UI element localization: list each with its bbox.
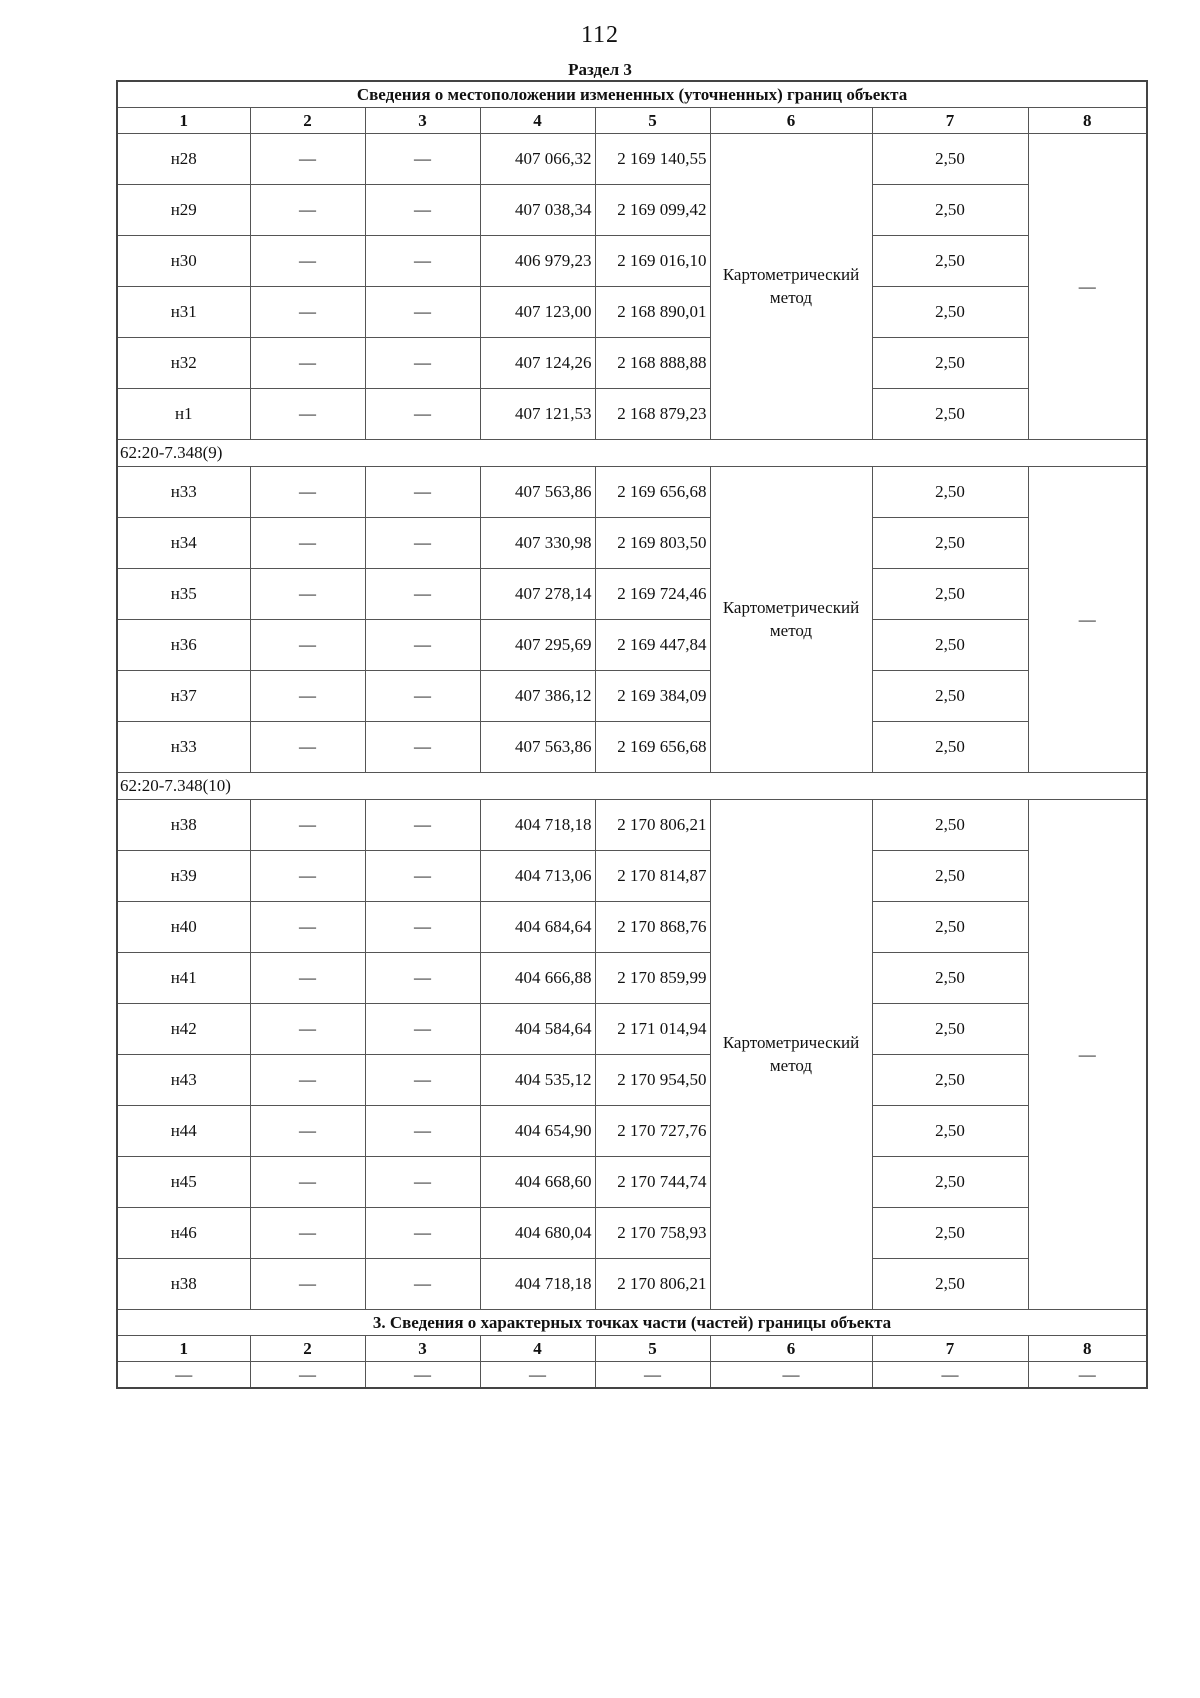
column-header: 2 — [250, 1336, 365, 1362]
dash-cell: — — [365, 1362, 480, 1389]
dash-cell: — — [365, 467, 480, 518]
point-name: н32 — [117, 338, 250, 389]
point-name: н1 — [117, 389, 250, 440]
description-dash: — — [1028, 134, 1147, 440]
dash-cell: — — [365, 518, 480, 569]
dash-cell: — — [250, 1055, 365, 1106]
y-coordinate: 2 170 814,87 — [595, 851, 710, 902]
point-name: н43 — [117, 1055, 250, 1106]
table-row — [117, 389, 1147, 440]
y-coordinate: 2 170 806,21 — [595, 1259, 710, 1310]
dash-cell: — — [595, 1362, 710, 1389]
table-row — [117, 185, 1147, 236]
table-row — [117, 518, 1147, 569]
method-cell — [710, 800, 872, 1310]
table-row — [117, 236, 1147, 287]
parts-title-row — [117, 1310, 1147, 1336]
point-name: н37 — [117, 671, 250, 722]
dash-cell: — — [250, 1106, 365, 1157]
dash-cell: — — [250, 800, 365, 851]
x-coordinate: 404 684,64 — [480, 902, 595, 953]
accuracy-value: 2,50 — [872, 185, 1028, 236]
method-text: Картометрический метод — [722, 1033, 860, 1075]
y-coordinate: 2 170 954,50 — [595, 1055, 710, 1106]
y-coordinate: 2 170 744,74 — [595, 1157, 710, 1208]
dash-cell: — — [365, 185, 480, 236]
y-coordinate: 2 170 727,76 — [595, 1106, 710, 1157]
x-coordinate: 407 563,86 — [480, 722, 595, 773]
table-row — [117, 1208, 1147, 1259]
x-coordinate: 407 278,14 — [480, 569, 595, 620]
x-coordinate: 404 680,04 — [480, 1208, 595, 1259]
x-coordinate: 407 066,32 — [480, 134, 595, 185]
accuracy-value: 2,50 — [872, 1106, 1028, 1157]
dash-cell: — — [250, 518, 365, 569]
dash-cell: — — [365, 671, 480, 722]
dash-cell: — — [365, 134, 480, 185]
column-header: 1 — [117, 1336, 250, 1362]
y-coordinate: 2 169 803,50 — [595, 518, 710, 569]
x-coordinate: 404 535,12 — [480, 1055, 595, 1106]
accuracy-value: 2,50 — [872, 338, 1028, 389]
point-name: н35 — [117, 569, 250, 620]
dash-cell: — — [365, 338, 480, 389]
accuracy-value: 2,50 — [872, 467, 1028, 518]
column-header: 6 — [710, 108, 872, 134]
column-header: 3 — [365, 108, 480, 134]
y-coordinate: 2 170 758,93 — [595, 1208, 710, 1259]
accuracy-value: 2,50 — [872, 1208, 1028, 1259]
table-row — [117, 1259, 1147, 1310]
dash-cell: — — [710, 1362, 872, 1389]
dash-cell: — — [365, 1208, 480, 1259]
point-name: н29 — [117, 185, 250, 236]
table-row — [117, 722, 1147, 773]
method-text: Картометрический метод — [722, 265, 860, 307]
point-name: н31 — [117, 287, 250, 338]
y-coordinate: 2 170 859,99 — [595, 953, 710, 1004]
accuracy-value: 2,50 — [872, 722, 1028, 773]
parts-title: 3. Сведения о характерных точках части (частей) границы объекта — [117, 1310, 1147, 1336]
point-name: н36 — [117, 620, 250, 671]
column-header: 5 — [595, 1336, 710, 1362]
column-header: 2 — [250, 108, 365, 134]
page-number: 112 — [580, 22, 620, 48]
dash-cell: — — [250, 338, 365, 389]
dash-cell: — — [872, 1362, 1028, 1389]
accuracy-value: 2,50 — [872, 134, 1028, 185]
point-name: н46 — [117, 1208, 250, 1259]
accuracy-value: 2,50 — [872, 1004, 1028, 1055]
table-row — [117, 800, 1147, 851]
point-name: н40 — [117, 902, 250, 953]
y-coordinate: 2 168 890,01 — [595, 287, 710, 338]
point-name: н39 — [117, 851, 250, 902]
column-header: 4 — [480, 108, 595, 134]
accuracy-value: 2,50 — [872, 569, 1028, 620]
accuracy-value: 2,50 — [872, 620, 1028, 671]
dash-cell: — — [365, 569, 480, 620]
method-cell — [710, 467, 872, 773]
x-coordinate: 404 584,64 — [480, 1004, 595, 1055]
dash-cell: — — [250, 851, 365, 902]
parts-header-row — [117, 1336, 1147, 1362]
accuracy-value: 2,50 — [872, 389, 1028, 440]
dash-cell: — — [365, 1157, 480, 1208]
y-coordinate: 2 170 806,21 — [595, 800, 710, 851]
table-row — [117, 467, 1147, 518]
table-row — [117, 902, 1147, 953]
dash-cell: — — [365, 953, 480, 1004]
point-name: н28 — [117, 134, 250, 185]
dash-cell: — — [250, 1208, 365, 1259]
boundary-table — [116, 80, 1148, 1389]
method-cell — [710, 134, 872, 440]
dash-cell: — — [117, 1362, 250, 1389]
table-row — [117, 569, 1147, 620]
x-coordinate: 407 038,34 — [480, 185, 595, 236]
dash-cell: — — [365, 1055, 480, 1106]
y-coordinate: 2 170 868,76 — [595, 902, 710, 953]
x-coordinate: 407 386,12 — [480, 671, 595, 722]
table-row — [117, 851, 1147, 902]
accuracy-value: 2,50 — [872, 953, 1028, 1004]
dash-cell: — — [365, 1259, 480, 1310]
dash-cell: — — [250, 671, 365, 722]
group-label-row — [117, 773, 1147, 800]
y-coordinate: 2 171 014,94 — [595, 1004, 710, 1055]
y-coordinate: 2 169 099,42 — [595, 185, 710, 236]
group-label: 62:20-7.348(9) — [117, 440, 1147, 467]
y-coordinate: 2 169 384,09 — [595, 671, 710, 722]
dash-cell: — — [365, 287, 480, 338]
y-coordinate: 2 169 016,10 — [595, 236, 710, 287]
x-coordinate: 407 295,69 — [480, 620, 595, 671]
x-coordinate: 407 124,26 — [480, 338, 595, 389]
accuracy-value: 2,50 — [872, 287, 1028, 338]
dash-cell: — — [250, 185, 365, 236]
column-header: 4 — [480, 1336, 595, 1362]
point-name: н38 — [117, 1259, 250, 1310]
table-row — [117, 1004, 1147, 1055]
dash-cell: — — [365, 722, 480, 773]
group-label-row — [117, 440, 1147, 467]
description-dash: — — [1028, 800, 1147, 1310]
dash-cell: — — [250, 722, 365, 773]
x-coordinate: 404 666,88 — [480, 953, 595, 1004]
table-row — [117, 338, 1147, 389]
dash-cell: — — [250, 1004, 365, 1055]
point-name: н41 — [117, 953, 250, 1004]
dash-cell: — — [250, 620, 365, 671]
y-coordinate: 2 169 140,55 — [595, 134, 710, 185]
point-name: н33 — [117, 467, 250, 518]
y-coordinate: 2 169 447,84 — [595, 620, 710, 671]
x-coordinate: 404 718,18 — [480, 800, 595, 851]
table-row — [117, 1106, 1147, 1157]
x-coordinate: 404 668,60 — [480, 1157, 595, 1208]
accuracy-value: 2,50 — [872, 851, 1028, 902]
x-coordinate: 404 654,90 — [480, 1106, 595, 1157]
accuracy-value: 2,50 — [872, 800, 1028, 851]
accuracy-value: 2,50 — [872, 1055, 1028, 1106]
point-name: н34 — [117, 518, 250, 569]
y-coordinate: 2 169 656,68 — [595, 722, 710, 773]
point-name: н33 — [117, 722, 250, 773]
point-name: н45 — [117, 1157, 250, 1208]
dash-cell: — — [365, 620, 480, 671]
y-coordinate: 2 169 724,46 — [595, 569, 710, 620]
dash-cell: — — [250, 287, 365, 338]
group-label: 62:20-7.348(10) — [117, 773, 1147, 800]
dash-cell: — — [365, 902, 480, 953]
dash-cell: — — [365, 236, 480, 287]
section-label: Раздел 3 — [568, 60, 632, 79]
dash-cell: — — [250, 467, 365, 518]
column-header: 5 — [595, 108, 710, 134]
dash-cell: — — [365, 1004, 480, 1055]
table-row — [117, 1157, 1147, 1208]
x-coordinate: 406 979,23 — [480, 236, 595, 287]
dash-cell: — — [250, 902, 365, 953]
accuracy-value: 2,50 — [872, 671, 1028, 722]
point-name: н38 — [117, 800, 250, 851]
table-row — [117, 620, 1147, 671]
x-coordinate: 404 718,18 — [480, 1259, 595, 1310]
dash-cell: — — [365, 1106, 480, 1157]
column-header: 8 — [1028, 1336, 1147, 1362]
table-title: Сведения о местоположении измененных (уточненных) границ объекта — [117, 81, 1147, 108]
dash-cell: — — [365, 800, 480, 851]
column-header: 7 — [872, 1336, 1028, 1362]
accuracy-value: 2,50 — [872, 236, 1028, 287]
dash-cell: — — [250, 953, 365, 1004]
dash-cell: — — [365, 389, 480, 440]
y-coordinate: 2 169 656,68 — [595, 467, 710, 518]
column-header: 7 — [872, 108, 1028, 134]
dash-cell: — — [365, 851, 480, 902]
column-header: 8 — [1028, 108, 1147, 134]
accuracy-value: 2,50 — [872, 518, 1028, 569]
parts-empty-row — [117, 1362, 1147, 1389]
description-dash: — — [1028, 467, 1147, 773]
dash-cell: — — [250, 569, 365, 620]
dash-cell: — — [250, 236, 365, 287]
dash-cell: — — [480, 1362, 595, 1389]
dash-cell: — — [250, 1362, 365, 1389]
table-header-row — [117, 108, 1147, 134]
accuracy-value: 2,50 — [872, 1157, 1028, 1208]
column-header: 6 — [710, 1336, 872, 1362]
x-coordinate: 407 121,53 — [480, 389, 595, 440]
accuracy-value: 2,50 — [872, 902, 1028, 953]
x-coordinate: 404 713,06 — [480, 851, 595, 902]
dash-cell: — — [250, 134, 365, 185]
x-coordinate: 407 123,00 — [480, 287, 595, 338]
y-coordinate: 2 168 888,88 — [595, 338, 710, 389]
dash-cell: — — [1028, 1362, 1147, 1389]
y-coordinate: 2 168 879,23 — [595, 389, 710, 440]
column-header: 1 — [117, 108, 250, 134]
dash-cell: — — [250, 1259, 365, 1310]
x-coordinate: 407 563,86 — [480, 467, 595, 518]
method-text: Картометрический метод — [722, 598, 860, 640]
point-name: н30 — [117, 236, 250, 287]
dash-cell: — — [250, 1157, 365, 1208]
table-row — [117, 671, 1147, 722]
column-header: 3 — [365, 1336, 480, 1362]
point-name: н42 — [117, 1004, 250, 1055]
table-row — [117, 287, 1147, 338]
point-name: н44 — [117, 1106, 250, 1157]
table-row — [117, 1055, 1147, 1106]
dash-cell: — — [250, 389, 365, 440]
accuracy-value: 2,50 — [872, 1259, 1028, 1310]
x-coordinate: 407 330,98 — [480, 518, 595, 569]
table-row — [117, 134, 1147, 185]
table-row — [117, 953, 1147, 1004]
